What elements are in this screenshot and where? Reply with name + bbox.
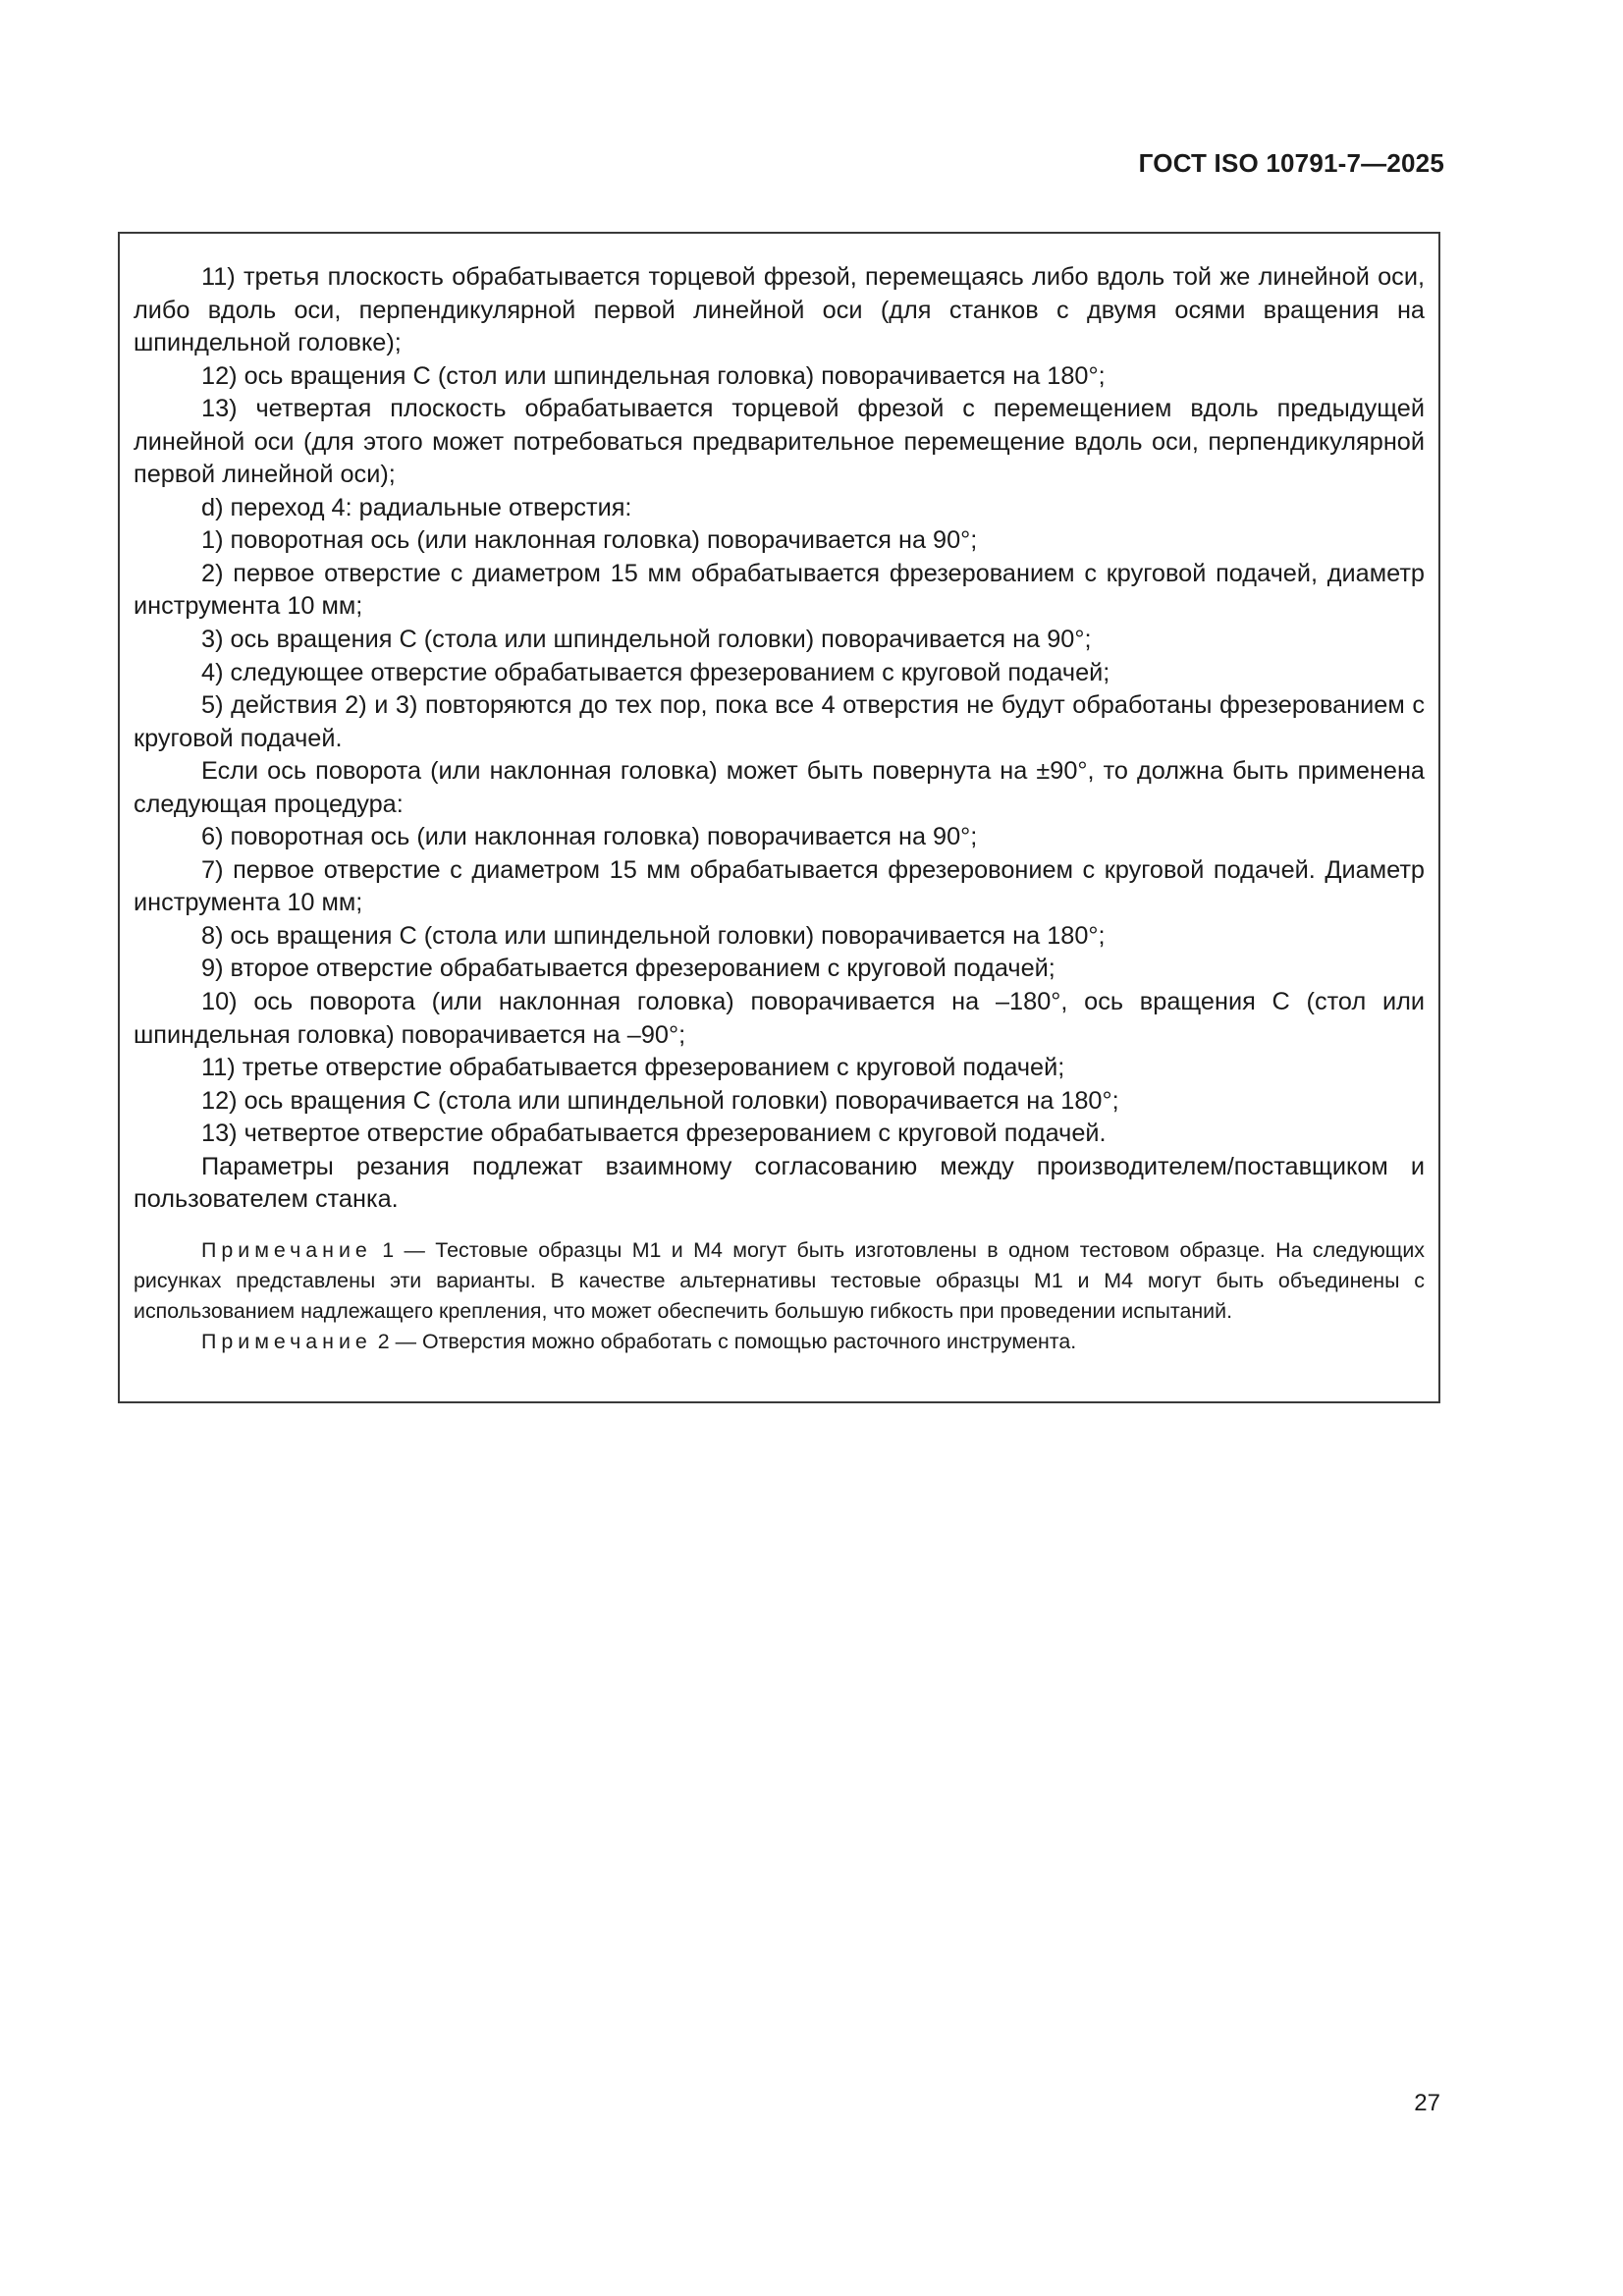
note-label: Примечание (201, 1329, 372, 1353)
paragraph: d) переход 4: радиальные отверстия: (201, 493, 632, 521)
paragraph: 12) ось вращения С (стол или шпиндельная головка) поворачивается на 180°; (201, 361, 1106, 390)
note-2 (134, 1327, 1425, 1357)
paragraph: Если ось поворота (или наклонная головка) может быть повернута на ±90°, то должна быть применена следующая процедура: (134, 757, 1425, 818)
note-1 (134, 1235, 1425, 1327)
paragraph: 2) первое отверстие с диаметром 15 мм обрабатывается фрезерованием с круговой подачей, диаметр инструмента 10 мм; (134, 559, 1425, 621)
paragraph: 12) ось вращения С (стола или шпиндельной головки) поворачивается на 180°; (201, 1086, 1119, 1115)
paragraph: 5) действия 2) и 3) повторяются до тех пор, пока все 4 отверстия не будут обработаны фрезерованием с круговой подачей. (134, 691, 1425, 752)
paragraph: 3) ось вращения С (стола или шпиндельной головки) поворачивается на 90°; (201, 626, 1092, 654)
paragraph: 6) поворотная ось (или наклонная головка) поворачивается на 90°; (201, 823, 978, 851)
paragraph: 11) третья плоскость обрабатывается торцевой фрезой, перемещаясь либо вдоль той же линейной оси, либо вдоль оси, перпендикулярной первой линейной оси (для станков с двумя осями вращения на шпиндельной головке); (134, 263, 1425, 357)
note-label: Примечание (201, 1237, 372, 1262)
content-frame (118, 232, 1440, 1403)
notes-section (134, 1235, 1425, 1357)
paragraph: 7) первое отверстие с диаметром 15 мм обрабатывается фрезеровонием с круговой подачей. Диаметр инструмента 10 мм; (134, 855, 1425, 917)
note-text: 2 — Отверстия можно обработать с помощью расточного инструмента. (377, 1329, 1077, 1353)
paragraph: 11) третье отверстие обрабатывается фрезерованием с круговой подачей; (201, 1054, 1065, 1082)
note-text: 1 — Тестовые образцы М1 и М4 могут быть изготовлены в одном тестовом образце. На следующих рисунках представлены эти варианты. В качестве альтернативы тестовые образцы М1 и М4 могут быть объединены с использованием надлежащего крепления, что может обеспечить большую гибкость при проведении испытаний. (134, 1237, 1425, 1323)
paragraph: 9) второе отверстие обрабатывается фрезерованием с круговой подачей; (201, 955, 1055, 983)
document-id-header: ГОСТ ISO 10791-7—2025 (1138, 148, 1444, 178)
paragraph: 4) следующее отверстие обрабатывается фрезерованием с круговой подачей; (201, 658, 1110, 686)
page-number: 27 (1414, 2090, 1440, 2116)
paragraph: 13) четвертое отверстие обрабатывается фрезерованием с круговой подачей. (201, 1120, 1107, 1148)
paragraph: 10) ось поворота (или наклонная головка) поворачивается на –180°, ось вращения С (стол или шпиндельная головка) поворачивается на –90°; (134, 988, 1425, 1049)
paragraph: 1) поворотная ось (или наклонная головка) поворачивается на 90°; (201, 526, 978, 555)
paragraph: 13) четвертая плоскость обрабатывается торцевой фрезой с перемещением вдоль предыдущей линейной оси (для этого может потребоваться предварительное перемещение вдоль оси, перпендикулярной первой линейной оси); (134, 395, 1425, 489)
paragraph: 8) ось вращения С (стола или шпиндельной головки) поворачивается на 180°; (201, 921, 1106, 950)
paragraph: Параметры резания подлежат взаимному согласованию между производителем/поставщиком и пользователем станка. (134, 1152, 1425, 1214)
